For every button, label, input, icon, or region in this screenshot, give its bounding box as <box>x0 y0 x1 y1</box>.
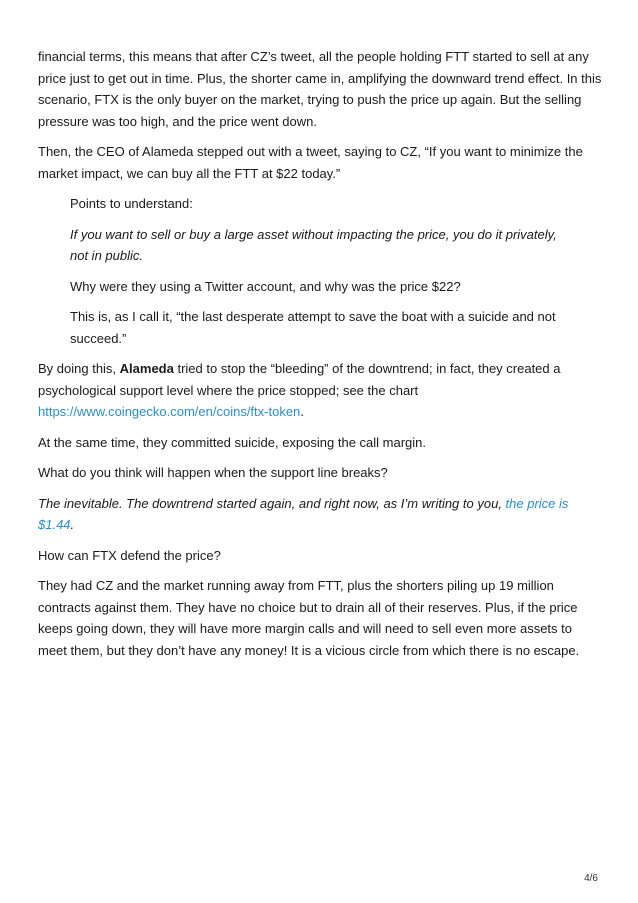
paragraph-desperate-attempt: This is, as I call it, “the last desperate attempt to save the boat with a suicide and not succeed.” <box>70 309 556 346</box>
paragraph-points-heading: Points to understand: <box>70 196 193 211</box>
coingecko-link[interactable]: https://www.coingecko.com/en/coins/ftx-token <box>38 404 301 419</box>
support-level-text-end: . <box>300 404 304 419</box>
paragraph-alameda-ceo-tweet: Then, the CEO of Alameda stepped out with a tweet, saying to CZ, “If you want to minimize the market impact, we can buy all the FTT at $22 today.” <box>38 144 583 181</box>
paragraph-support-level <box>38 358 604 423</box>
alameda-bold: Alameda <box>119 361 174 376</box>
paragraph-vicious-circle: They had CZ and the market running away from FTT, plus the shorters piling up 19 million contracts against them. They have no choice but to drain all of their reserves. Plus, if the price keeps going down, they will have more margin calls and will need to sell even more assets to meet them, but they don’t have any money! It is a vicious circle from which there is no escape. <box>38 578 580 658</box>
paragraph-support-breaks-question: What do you think will happen when the support line breaks? <box>38 465 388 480</box>
support-level-text-middle: tried to stop the “bleeding” of the downtrend; in fact, they created a psychological support level where the price stopped; see the chart <box>38 361 561 398</box>
page-number: 4/6 <box>584 873 598 884</box>
article-body <box>38 46 604 670</box>
inevitable-text: The inevitable. The downtrend started again, and right now, as I’m writing to you, <box>38 495 506 511</box>
inevitable-text-end: . <box>70 517 75 532</box>
price-link[interactable]: the price is $1.44 <box>38 495 569 532</box>
paragraph-inevitable <box>38 493 604 536</box>
paragraph-financial-terms: financial terms, this means that after CZ’s tweet, all the people holding FTT started to sell at any price just to get out in time. Plus, the shorter came in, amplifying the downward trend effect. In this scenario, FTX is the only buyer on the market, trying to push the price up again. But the selling pressure was too high, and the price went down. <box>38 49 602 129</box>
paragraph-call-margin: At the same time, they committed suicide, exposing the call margin. <box>38 434 427 450</box>
paragraph-defend-question: How can FTX defend the price? <box>38 547 221 563</box>
paragraph-private-sale-note: If you want to sell or buy a large asset without impacting the price, you do it privately, not in public. <box>70 226 557 263</box>
support-level-text-start: By doing this, <box>38 361 120 376</box>
paragraph-twitter-question: Why were they using a Twitter account, and why was the price $22? <box>70 278 461 294</box>
